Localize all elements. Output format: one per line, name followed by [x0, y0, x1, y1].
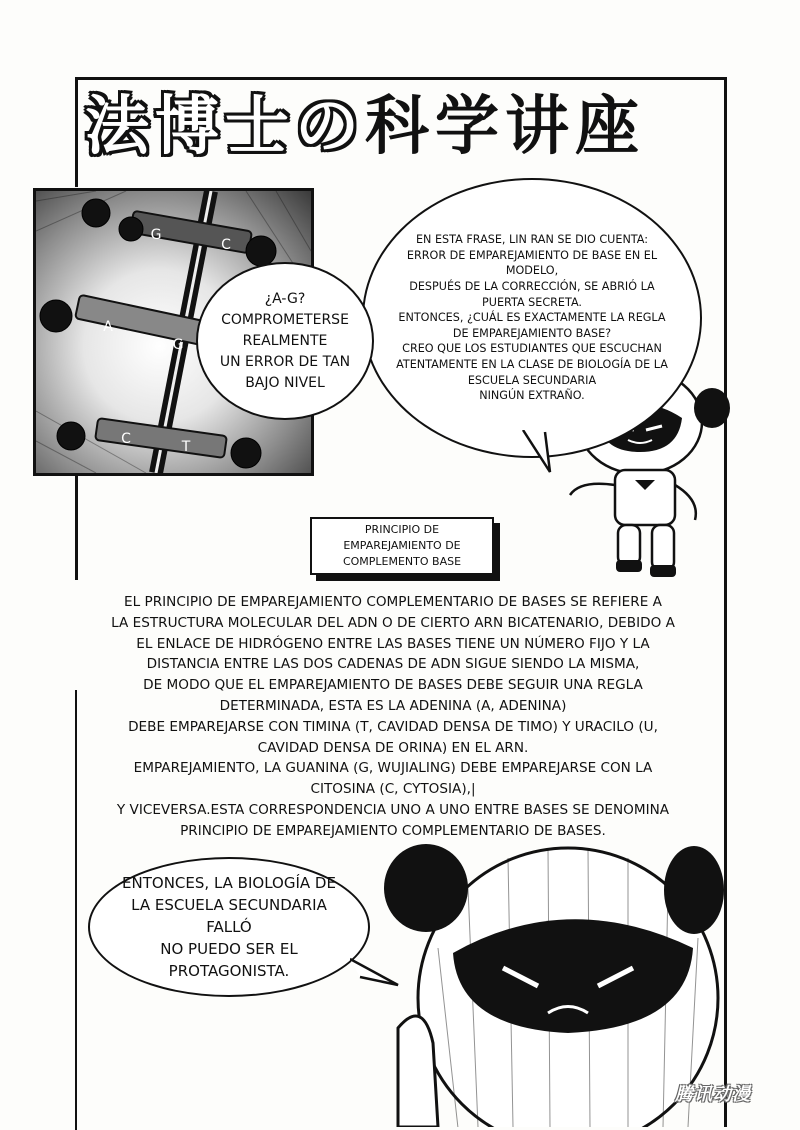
bubble-line: PROTAGONISTA.: [168, 962, 290, 980]
title-part-2: の: [295, 89, 365, 164]
paragraph-line: DE MODO QUE EL EMPAREJAMIENTO DE BASES DEBE SEGUIR UNA REGLA: [143, 677, 643, 694]
frame-top-line: [75, 77, 727, 80]
bubble-line: ESCUELA SECUNDARIA: [467, 373, 597, 387]
paragraph-line: DISTANCIA ENTRE LAS DOS CADENAS DE ADN SIGUE SIENDO LA MISMA,: [146, 656, 640, 673]
frame-right-line: [724, 77, 727, 1127]
bubble-line: ERROR DE EMPAREJAMIENTO DE BASE EN EL: [406, 248, 658, 262]
dna-label-3: A: [103, 319, 113, 335]
bubble-line: ENTONCES, ¿CUÁL ES EXACTAMENTE LA REGLA: [398, 311, 666, 325]
dna-label-1: G: [150, 227, 162, 243]
bubble-tail: [515, 430, 555, 475]
bubble-line: DE EMPAREJAMIENTO BASE?: [452, 326, 612, 340]
frame-left-line: [75, 77, 78, 187]
paragraph-line: Y VICEVERSA.ESTA CORRESPONDENCIA UNO A UNO ENTRE BASES SE DENOMINA: [116, 801, 670, 818]
page-title: [85, 82, 725, 172]
bubble-line: COMPROMETERSE: [221, 311, 349, 328]
dna-label-2: C: [221, 237, 231, 253]
bubble-line: FALLÓ: [206, 918, 252, 936]
paragraph-line: EMPAREJAMIENTO, LA GUANINA (G, WUJIALING) DEBE EMPAREJARSE CON LA: [133, 760, 653, 777]
title-part-3: 科学讲座: [365, 89, 645, 164]
bubble-tail: [350, 955, 400, 995]
bubble-line: ENTONCES, LA BIOLOGÍA DE: [122, 874, 336, 892]
bubble-line: DESPUÉS DE LA CORRECCIÓN, SE ABRIÓ LA: [409, 280, 655, 294]
paragraph-line: PRINCIPIO DE EMPAREJAMIENTO COMPLEMENTARIO DE BASES.: [180, 822, 606, 839]
bubble-line: UN ERROR DE TAN: [219, 353, 351, 370]
paragraph-line: DETERMINADA, ESTA ES LA ADENINA (A, ADENINA): [219, 697, 567, 714]
label-line: PRINCIPIO DE: [364, 523, 440, 536]
bubble-line: PUERTA SECRETA.: [482, 295, 582, 309]
bubble-line: LA ESCUELA SECUNDARIA: [131, 896, 327, 914]
dna-label-4: G: [172, 337, 184, 353]
bubble-line: BAJO NIVEL: [245, 374, 325, 391]
speech-bubble-question: [196, 262, 374, 420]
label-line: COMPLEMENTO BASE: [342, 555, 462, 568]
bubble-line: MODELO,: [505, 264, 559, 278]
bubble-line: EN ESTA FRASE, LIN RAN SE DIO CUENTA:: [415, 233, 648, 247]
paragraph-line: EL ENLACE DE HIDRÓGENO ENTRE LAS BASES TIENE UN NÚMERO FIJO Y LA: [136, 635, 650, 652]
speech-bubble-explanation: [362, 178, 702, 458]
bubble-line: CREO QUE LOS ESTUDIANTES QUE ESCUCHAN: [402, 342, 662, 356]
paragraph-line: DEBE EMPAREJARSE CON TIMINA (T, CAVIDAD DENSA DE TIMO) Y URACILO (U,: [128, 718, 658, 735]
paragraph-line: LA ESTRUCTURA MOLECULAR DEL ADN O DE CIERTO ARN BICATENARIO, DEBIDO A: [111, 614, 675, 631]
mascot-character-closeup: [378, 828, 724, 1127]
dna-label-6: T: [181, 439, 191, 455]
frame-left-line-lower: [75, 470, 78, 580]
watermark-logo: 腾讯动漫: [675, 1084, 751, 1105]
paragraph-line: EL PRINCIPIO DE EMPAREJAMIENTO COMPLEMENTARIO DE BASES SE REFIERE A: [124, 594, 662, 610]
bubble-line: ATENTAMENTE EN LA CLASE DE BIOLOGÍA DE LA: [396, 357, 668, 371]
paragraph-line: CITOSINA (C, CYTOSIA),|: [310, 781, 476, 798]
dna-label-5: C: [121, 431, 131, 447]
speech-bubble-conclusion: [88, 857, 370, 997]
label-line: EMPAREJAMIENTO DE: [343, 539, 461, 552]
paragraph-line: CAVIDAD DENSA DE ORINA) EN EL ARN.: [257, 739, 529, 756]
main-paragraph: [68, 592, 718, 842]
bubble-line: ¿A-G?: [264, 290, 306, 307]
bubble-line: NINGÚN EXTRAÑO.: [479, 389, 585, 403]
title-part-1: 法博士: [85, 89, 295, 164]
section-label-box: [310, 517, 494, 575]
bubble-line: REALMENTE: [242, 332, 328, 349]
bubble-line: NO PUEDO SER EL: [160, 940, 298, 958]
